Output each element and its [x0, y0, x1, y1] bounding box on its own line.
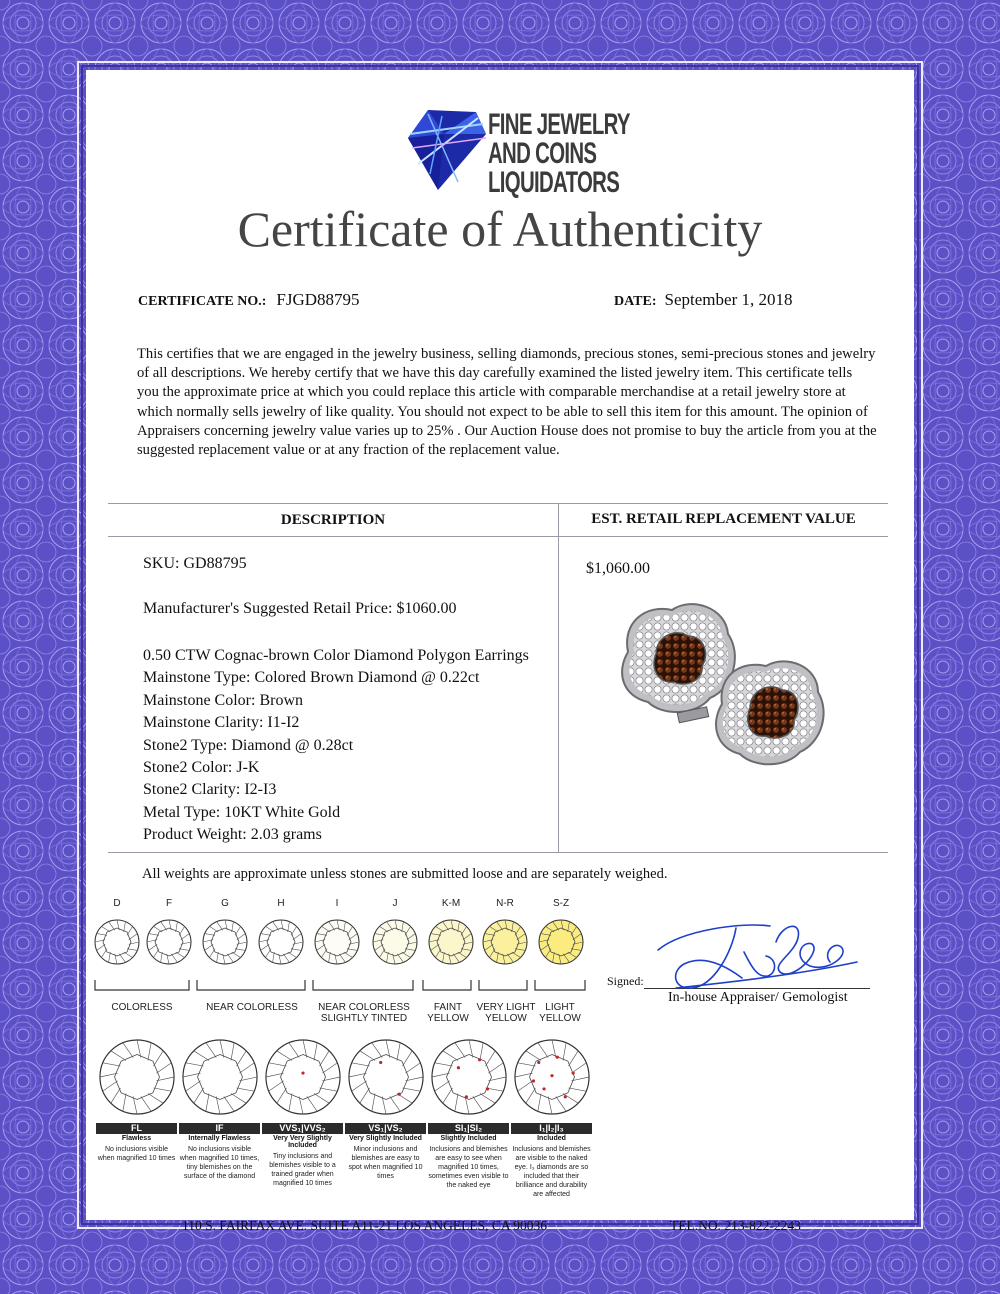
- color-grade-label: D: [113, 898, 121, 909]
- clarity-name: Very Very Slightly Included: [273, 1135, 332, 1149]
- clarity-name: Flawless: [121, 1135, 152, 1142]
- color-grade-label: K-M: [441, 898, 461, 909]
- brand-name: [488, 110, 630, 197]
- diamond-top-icon: [536, 917, 586, 967]
- color-grade-label: N-R: [496, 898, 514, 909]
- clarity-description: Inclusions and blemishes are easy to see when magnified 10 times, sometimes even visible to the naked eye: [428, 1146, 509, 1189]
- clarity-code: SI₁|SI₂: [428, 1123, 509, 1134]
- diamond-top-icon: [256, 917, 306, 967]
- date-label: DATE:: [614, 294, 657, 309]
- table-header-rule: [108, 536, 888, 537]
- color-grade-stone: [92, 898, 142, 972]
- color-grade-stone: [256, 898, 306, 972]
- table-bottom-rule: [108, 852, 888, 853]
- diamond-top-icon: [92, 917, 142, 967]
- clarity-grade: [428, 1036, 509, 1190]
- certificate-date: September 1, 2018: [664, 290, 793, 309]
- detail-line: Mainstone Color: Brown: [143, 691, 303, 709]
- color-scale-bracket: [93, 978, 589, 994]
- certification-statement: This certifies that we are engaged in the jewelry business, selling diamonds, precious stones, semi-precious stones and jewelry of all descriptions. We hereby certify that we have this day carefully examined the listed jewelry item. This certificate tells you the approximate price at which you could replace this article with comparable merchandise at a retail jewelry store at which normally sells jewelry of like quality. You should not expect to be able to sell this item for this amount. The opinion of Appraisers concerning jewelry value varies up to 25% . Our Auction House does not promise to buy the article from you at the suggested replacement value or at any fraction of the replacement value.: [137, 346, 877, 459]
- clarity-grade: [511, 1036, 592, 1199]
- clarity-description: No inclusions visible when magnified 10 times: [97, 1146, 176, 1162]
- description-header: DESCRIPTION: [280, 512, 386, 528]
- diamond-top-icon: [200, 917, 250, 967]
- detail-line: Metal Type: 10KT White Gold: [143, 803, 341, 821]
- date-row: [614, 290, 792, 310]
- color-category-light-yellow: LIGHT YELLOW: [539, 1002, 581, 1024]
- detail-line: Mainstone Clarity: I1-I2: [143, 714, 300, 732]
- detail-line: Stone2 Color: J-K: [143, 759, 260, 777]
- color-grade-label: S-Z: [552, 898, 570, 909]
- color-grade-stone: [200, 898, 250, 972]
- value-header: EST. RETAIL REPLACEMENT VALUE: [591, 511, 856, 527]
- clarity-description: No inclusions visible when magnified 10 times, tiny blemishes on the surface of the diamond: [179, 1146, 260, 1180]
- color-category-very-light-yellow: VERY LIGHT YELLOW: [476, 1002, 536, 1024]
- color-grade-label: G: [221, 898, 229, 909]
- sku: SKU: GD88795: [143, 555, 247, 572]
- certificate-number-label: CERTIFICATE NO.:: [138, 294, 267, 309]
- color-grade-label: J: [392, 898, 398, 909]
- diamond-top-icon: [97, 1036, 177, 1118]
- weights-note: All weights are approximate unless stones are submitted loose and are separately weighed.: [142, 866, 668, 882]
- certificate-number-row: [138, 290, 360, 310]
- detail-line: Stone2 Type: Diamond @ 0.28ct: [143, 736, 354, 754]
- diamond-top-icon: [180, 1036, 260, 1118]
- color-category-labels: [92, 1002, 592, 1032]
- msrp: Manufacturer's Suggested Retail Price: $1060.00: [143, 600, 457, 617]
- color-grade-stone: [480, 898, 530, 972]
- color-grade-stone: [426, 898, 476, 972]
- diamond-top-icon: [263, 1036, 343, 1118]
- earrings-image: [612, 598, 834, 780]
- clarity-grade: [96, 1036, 177, 1163]
- clarity-code: IF: [179, 1123, 260, 1134]
- clarity-name: Very Slightly Included: [349, 1135, 422, 1142]
- color-grade-label: F: [165, 898, 173, 909]
- color-grade-stone: [312, 898, 362, 972]
- clarity-description: Inclusions and blemishes are visible to the naked eye. I₃ diamonds are so included that their brilliance and durability are affected: [512, 1146, 591, 1198]
- page-title: Certificate of Authenticity: [237, 201, 763, 257]
- diamond-top-icon: [429, 1036, 509, 1118]
- item-details: [143, 645, 529, 847]
- diamond-top-icon: [346, 1036, 426, 1118]
- clarity-description: Minor inclusions and blemishes are easy to spot when magnified 10 times: [348, 1146, 423, 1180]
- clarity-code: VS₁|VS₂: [345, 1123, 426, 1134]
- diamond-top-icon: [370, 917, 420, 967]
- detail-line: Product Weight: 2.03 grams: [143, 826, 322, 844]
- clarity-grade: [262, 1036, 343, 1188]
- color-grade-stone: [536, 898, 586, 972]
- table-column-divider: [558, 503, 559, 852]
- certificate-number: FJGD88795: [276, 290, 360, 309]
- clarity-name: Slightly Included: [440, 1135, 497, 1142]
- color-grade-stone: [370, 898, 420, 972]
- color-grade-label: H: [277, 898, 285, 909]
- color-grade-label: I: [335, 898, 339, 909]
- diamond-top-icon: [312, 917, 362, 967]
- clarity-name: Internally Flawless: [188, 1135, 251, 1142]
- diamond-top-icon: [480, 917, 530, 967]
- detail-line: Stone2 Clarity: I2-I3: [143, 781, 277, 799]
- footer-phone: TEL.NO. 213-822-2243: [670, 1218, 801, 1233]
- footer-address: 110 S. FAIRFAX AVE. SUITE A11-21 LOS ANGELES, CA 90036: [182, 1218, 548, 1233]
- clarity-name: Included: [537, 1135, 566, 1142]
- table-top-rule: [108, 503, 888, 504]
- clarity-grade-scale: [96, 1036, 592, 1216]
- clarity-code: VVS₁|VVS₂: [262, 1123, 343, 1134]
- color-grade-scale: [92, 898, 592, 968]
- diamond-top-icon: [144, 917, 194, 967]
- detail-line: Mainstone Type: Colored Brown Diamond @ 0.22ct: [143, 669, 480, 687]
- color-category-slightly-tinted: NEAR COLORLESS SLIGHTLY TINTED: [318, 1002, 410, 1024]
- brand-line-1: FINE JEWELRY: [488, 108, 630, 141]
- diamond-logo-icon: [398, 104, 488, 194]
- color-category-near-colorless: NEAR COLORLESS: [206, 1002, 298, 1013]
- appraiser-title: In-house Appraiser/ Gemologist: [668, 990, 848, 1005]
- color-grade-stone: [144, 898, 194, 972]
- clarity-grade: [345, 1036, 426, 1181]
- brand-line-2: AND COINS: [488, 137, 597, 170]
- diamond-top-icon: [512, 1036, 592, 1118]
- clarity-grade: [179, 1036, 260, 1181]
- clarity-code: FL: [96, 1123, 177, 1134]
- detail-line: 0.50 CTW Cognac-brown Color Diamond Polygon Earrings: [143, 647, 529, 664]
- diamond-top-icon: [426, 917, 476, 967]
- color-category-faint-yellow: FAINT YELLOW: [427, 1002, 469, 1024]
- signed-label: Signed:: [607, 974, 644, 988]
- retail-value: $1,060.00: [586, 560, 650, 577]
- clarity-code: I₁|I₂|I₃: [511, 1123, 592, 1134]
- clarity-description: Tiny inclusions and blemishes visible to a trained grader when magnified 10 times: [269, 1153, 336, 1187]
- brand-line-3: LIQUIDATORS: [488, 166, 620, 199]
- color-category-colorless: COLORLESS: [111, 1002, 173, 1013]
